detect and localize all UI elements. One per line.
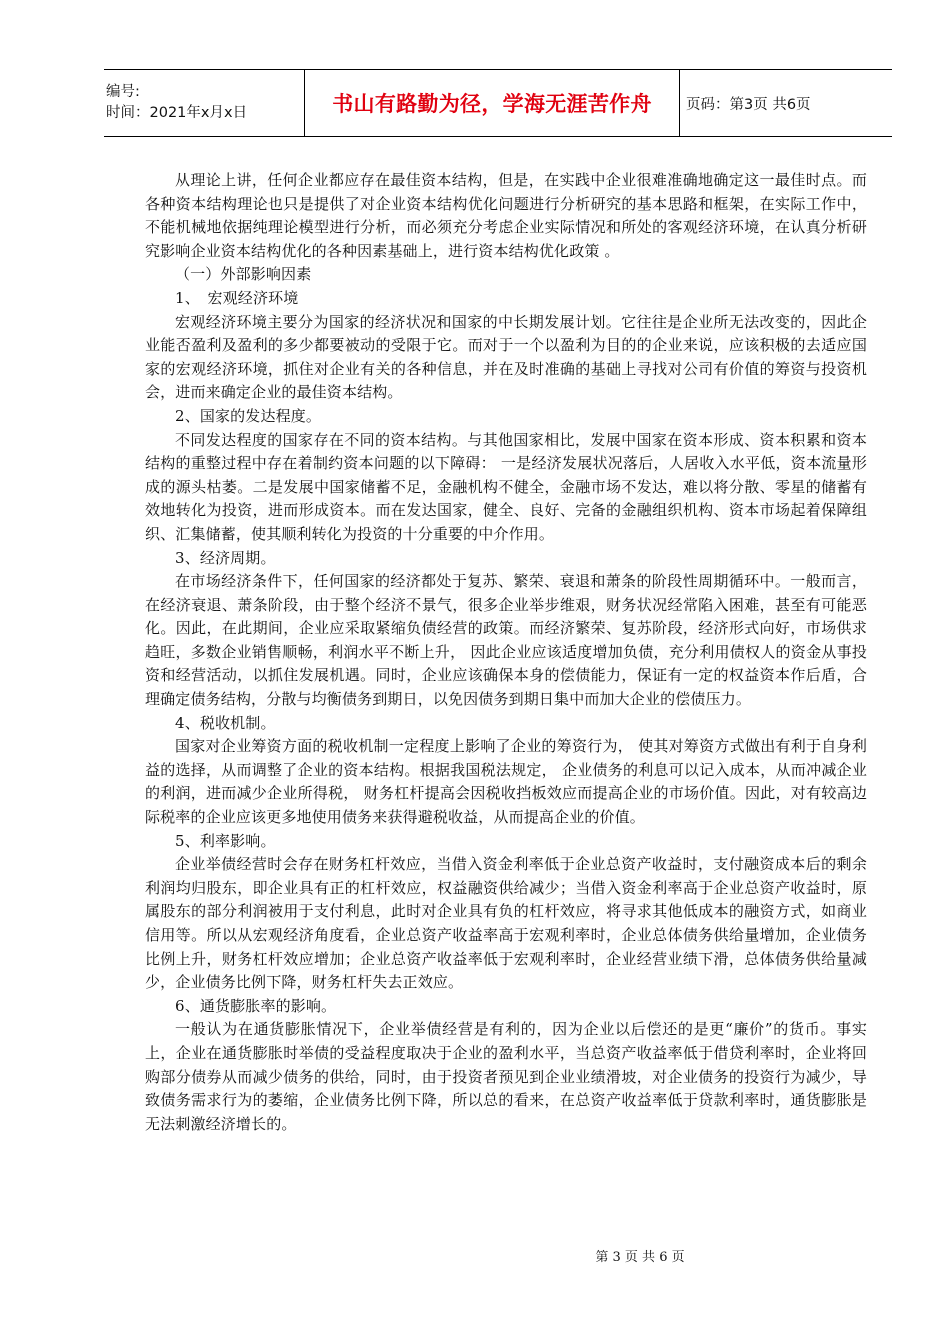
paragraph-inflation: 一般认为在通货膨胀情况下，企业举债经营是有利的，因为企业以后偿还的是更“廉价”的货币。事实上，企业在通货膨胀时举债的受益程度取决于企业的盈利水平，当总资产收益率低于借贷利率时，企业将回购部分债券从而减少债务的供给，同时，由于投资者预见到企业业绩滑坡，对企业债务的投资行为减少，导致债务需求行为的萎缩，企业债务比例下降，所以总的看来，在总资产收益率低于贷款利率时，通货膨胀是无法刺激经济增长的。	[145, 1020, 867, 1133]
document-date: 时间：2021年x月x日	[106, 105, 248, 121]
subheading-tax: 4、税收机制。	[175, 713, 276, 732]
paragraph-cycle: 在市场经济条件下，任何国家的经济都处于复苏、繁荣、衰退和萧条的阶段性周期循环中。一般而言，在经济衰退、萧条阶段，由于整个经济不景气，很多企业举步维艰，财务状况经常陷入困难，甚至有可能恶化。因此，在此期间，企业应采取紧缩负债经营的政策。而经济繁荣、复苏阶段，经济形式向好，市场供求趋旺，多数企业销售顺畅，利润水平不断上升， 因此企业应该适度增加负债，充分利用债权人的资金从事投资和经营活动，以抓住发展机遇。同时，企业应该确保本身的偿债能力，保证有一定的权益资本作后盾，合理确定债务结构，分散与均衡债务到期日，以免因债务到期日集中而加大企业的偿债压力。	[145, 572, 867, 709]
header-motto: 书山有路勤为径，学海无涯苦作舟	[304, 70, 680, 136]
subheading-macro: 1、 宏观经济环境	[175, 288, 299, 307]
paragraph-rate: 企业举债经营时会存在财务杠杆效应，当借入资金利率低于企业总资产收益时，支付融资成本后的剩余利润均归股东，即企业具有正的杠杆效应，权益融资供给减少；当借入资金利率高于企业总资产收益时，原属股东的部分利润被用于支付利息，此时对企业具有负的杠杆效应，将寻求其他低成本的融资方式，如商业信用等。所以从宏观经济角度看，企业总资产收益率高于宏观利率时，企业总体债务供给量增加，企业债务比例上升，财务杠杆效应增加；企业总资产收益率低于宏观利率时，企业经营业绩下滑，总体债务供给量减少，企业债务比例下降，财务杠杆失去正效应。	[145, 855, 867, 992]
paragraph-macro: 宏观经济环境主要分为国家的经济状况和国家的中长期发展计划。它往往是企业所无法改变的，因此企业能否盈利及盈利的多少都要被动的受限于它。而对于一个以盈利为目的的企业来说，应该积极的去适应国家的宏观经济环境，抓住对企业有关的各种信息，并在及时准确的基础上寻找对公司有价值的筹资与投资机会，进而来确定企业的最佳资本结构。	[145, 312, 867, 402]
paragraph-tax: 国家对企业筹资方面的税收机制一定程度上影响了企业的筹资行为， 使其对筹资方式做出有利于自身利益的选择，从而调整了企业的资本结构。根据我国税法规定， 企业债务的利息可以记入成本，从而冲减企业的利润，进而减少企业所得税， 财务杠杆提高会因税收挡板效应而提高企业的市场价值。因此，对有较高边际税率的企业应该更多地使用债务来获得避税收益，从而提高企业的价值。	[145, 737, 867, 827]
document-body	[145, 169, 867, 1136]
header-page-info: 页码：第3页 共6页	[686, 96, 811, 113]
subheading-inflation: 6、通货膨胀率的影响。	[175, 996, 337, 1015]
page-footer: 第 3 页 共 6 页	[595, 1250, 685, 1265]
subheading-cycle: 3、经济周期。	[175, 548, 276, 567]
subheading-rate: 5、利率影响。	[175, 831, 276, 850]
paragraph-development: 不同发达程度的国家存在不同的资本结构。与其他国家相比，发展中国家在资本形成、资本积累和资本结构的重整过程中存在着制约资本问题的以下障碍： 一是经济发展状况落后，人居收入水平低，资本流量形成的源头枯萎。二是发展中国家储蓄不足，金融机构不健全，金融市场不发达，难以将分散、零星的储蓄有效地转化为投资，进而形成资本。而在发达国家，健全、良好、完备的金融组织机构、资本市场起着保障组织、汇集储蓄，使其顺利转化为投资的十分重要的中介作用。	[145, 430, 867, 543]
paragraph-intro: 从理论上讲，任何企业都应存在最佳资本结构，但是，在实践中企业很难准确地确定这一最佳时点。而各种资本结构理论也只是提供了对企业资本结构优化问题进行分析研究的基本思路和框架，在实际工作中，不能机械地依据纯理论模型进行分析，而必须充分考虑企业实际情况和所处的客观经济环境，在认真分析研究影响企业资本结构优化的各种因素基础上，进行资本结构优化政策 。	[145, 171, 867, 260]
page-header	[104, 69, 892, 137]
document-number-label: 编号:	[106, 84, 140, 100]
header-meta	[104, 70, 304, 136]
section-heading-external: （一）外部影响因素	[175, 265, 312, 284]
subheading-development: 2、国家的发达程度。	[175, 406, 322, 425]
